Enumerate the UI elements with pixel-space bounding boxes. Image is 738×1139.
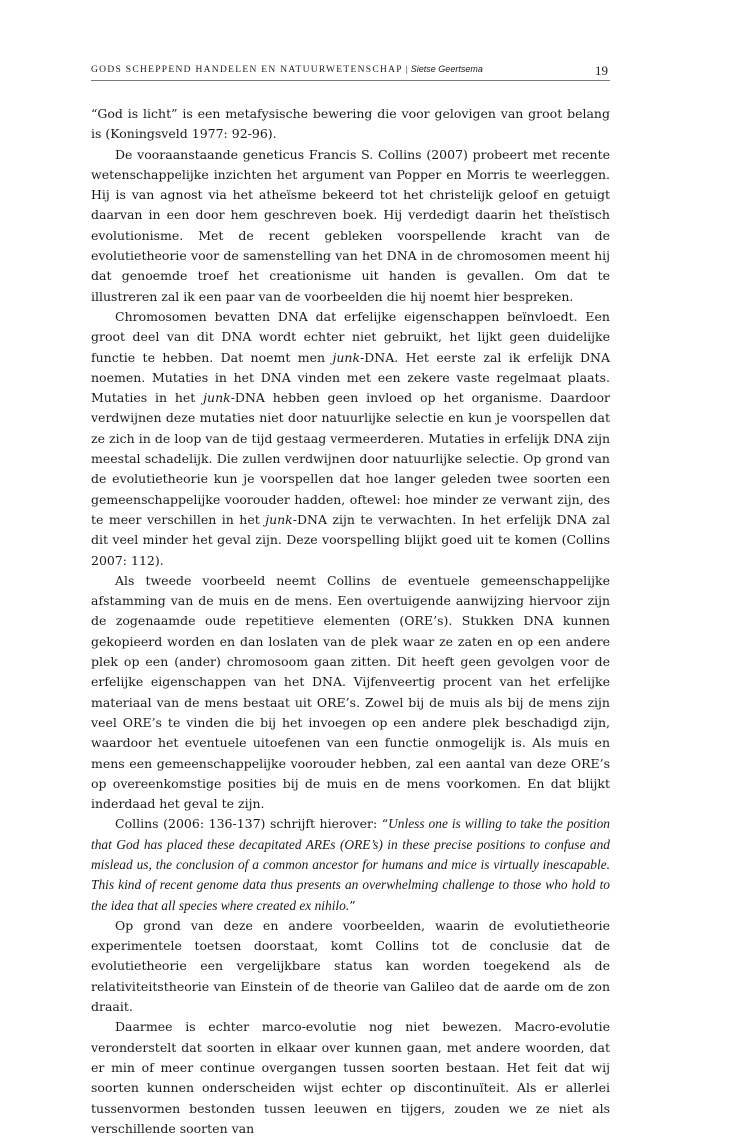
paragraph-4: Als tweede voorbeeld neemt Collins de eventuele gemeenschappelijke afstamming van de muis en de mens. Een overtuigende aanwijzing hiervoor zijn de zogenaamde oude repetitieve elementen (ORE’s). Stukken DNA kunnen gekopieerd worden en dan loslaten van de plek waar ze zaten en op een andere plek op een (ander) chromosoom gaan zitten. Dit heeft geen gevolgen voor de erfelijke eigenschappen van het DNA. Vijfenveertig procent van het erfelijke materiaal van de mens bestaat uit ORE’s. Zowel bij de muis als bij de mens zijn veel ORE’s te vinden die bij het invoegen op een andere plek beschadigd zijn, waardoor het eventuele uitoefenen van een functie onmogelijk is. Als muis en mens een gemeenschappelijke voorouder hebben, zal een aantal van deze ORE’s op overeenkomstige posities bij de muis en de mens voorkomen. En dat blijkt inderdaad het geval te zijn. — [91, 572, 610, 812]
junk-term-3: junk — [265, 511, 293, 527]
paragraph-6: Op grond van deze en andere voorbeelden, waarin de evolutietheorie experimentele toetsen doorstaat, komt Collins tot de conclusie dat de evolutietheorie een vergelijkbare status kan worden toegekend als de relativiteitstheorie van Einstein of de theorie van Galileo dat de aarde om de zon draait. — [91, 917, 610, 1015]
quote-close: ” — [349, 897, 356, 913]
paragraph-3-part-4: -DNA zijn te verwachten. In het erfelijk DNA zal dit veel minder het geval zijn. Deze voorspelling blijkt goed uit te komen (Collins 2007: 112). — [91, 511, 610, 568]
paragraph-3-part-3: -DNA hebben geen invloed op het organisme. Daardoor verdwijnen deze mutaties niet door natuurlijke selectie en kun je voorspellen dat ze zich in de loop van de tijd gestaag vermeerderen. Mutaties in erfelijk DNA zijn meestal schadelijk. Die zullen verdwijnen door natuurlijke selectie. Op grond van de evolutietheorie kun je voorspellen dat hoe langer geleden twee soorten een gemeenschappelijke voorouder hadden, oftewel: hoe minder ze verwant zijn, des te meer verschillen in het — [91, 390, 610, 527]
paragraph-1: “God is licht” is een metafysische bewering die voor gelovigen van groot belang is (Koningsveld 1977: 92-96). — [91, 106, 610, 142]
running-title-line — [91, 64, 483, 75]
paragraph-5 — [91, 814, 610, 915]
paragraph-7: Daarmee is echter marco-evolutie nog niet bewezen. Macro-evolutie veronderstelt dat soorten in elkaar over kunnen gaan, met andere woorden, dat er min of meer continue overgangen tussen soorten bestaan. Het feit dat wij soorten kunnen onderscheiden wijst echter op discontinuïteit. Als er allerlei tussenvormen bestonden tussen leeuwen en tijgers, zouden we ze niet als verschillende soorten van — [91, 1019, 610, 1136]
running-header — [91, 62, 610, 81]
body-text — [91, 104, 610, 1139]
running-author: Sietse Geertsema — [410, 64, 483, 74]
header-separator: | — [405, 65, 408, 75]
paragraph-2: De vooraanstaande geneticus Francis S. Collins (2007) probeert met recente wetenschappelijke inzichten het argument van Popper en Morris te weerleggen. Hij is van agnost via het atheïsme bekeerd tot het christelijk geloof en getuigt daarvan in een door hem geschreven boek. Hij verdedigt daarin het theïstisch evolutionisme. Met de recent gebleken voorspellende kracht van de evolutietheorie voor de samenstelling van het DNA in de chromosomen meent hij dat genoemde troef het creationisme uit handen is gevallen. Om dat te illustreren zal ik een paar van de voorbeelden die hij noemt hier bespreken. — [91, 146, 610, 304]
collins-quote: Unless one is willing to take the position that God has placed these decapitated AREs (ORE’s) in these precise positions to confuse and mislead us, the conclusion of a common ancestor for humans and mice is virtually inescapable. This kind of recent genome data thus presents an overwhelming challenge to those who hold to the idea that all species where created ex nihilo. — [91, 816, 610, 913]
paragraph-3 — [91, 307, 610, 571]
quote-lead: Collins (2006: 136-137) schrijft hierover: “ — [115, 816, 389, 832]
paragraph-3-part-1: Chromosomen bevatten DNA dat erfelijke eigenschappen beïnvloedt. Een groot deel van dit DNA wordt echter niet gebruikt, het lijkt geen duidelijke functie te hebben. Dat noemt men — [91, 308, 610, 365]
junk-term-2: junk — [203, 390, 231, 406]
paragraph-3-part-2: -DNA. Het eerste zal ik erfelijk DNA noemen. Mutaties in het DNA vinden met een zekere vaste regelmaat plaats. Mutaties in het — [91, 349, 610, 406]
running-title: GODS SCHEPPEND HANDELEN EN NATUURWETENSCHAP — [91, 65, 403, 75]
page-number: 19 — [595, 63, 608, 78]
junk-term-1: junk — [332, 349, 361, 365]
